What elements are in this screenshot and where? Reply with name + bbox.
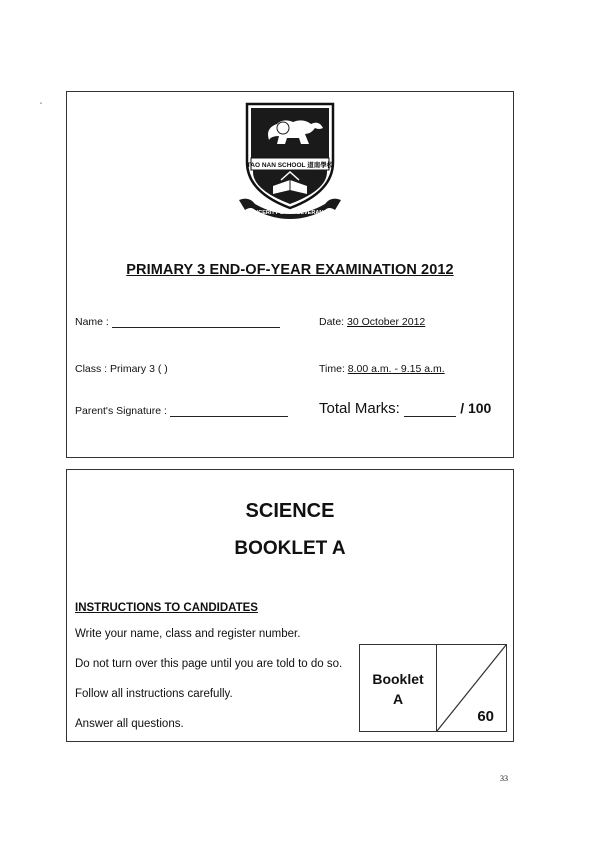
crest-school-name: TAO NAN SCHOOL 道南學校 xyxy=(246,162,334,169)
marks-diagonal xyxy=(437,645,506,731)
total-marks-suffix: / 100 xyxy=(460,400,492,416)
marks-box-label-line1: Booklet xyxy=(372,671,424,687)
date-row xyxy=(319,316,425,328)
marks-box xyxy=(359,644,507,732)
parent-signature-label: Parent's Signature : xyxy=(75,405,167,417)
time-value: 8.00 a.m. - 9.15 a.m. xyxy=(347,363,445,375)
marks-box-label xyxy=(360,645,437,731)
instruction-item: Follow all instructions carefully. xyxy=(75,688,233,700)
exam-title: PRIMARY 3 END-OF-YEAR EXAMINATION 2012 xyxy=(126,262,454,278)
total-marks-label: Total Marks: xyxy=(319,400,400,417)
max-marks: 60 xyxy=(477,708,494,725)
page-number: 33 xyxy=(500,774,508,783)
class-label: Class : Primary 3 ( ) xyxy=(75,363,168,375)
exam-header-box xyxy=(66,91,514,458)
booklet-title: BOOKLET A xyxy=(234,538,346,559)
instructions-heading: INSTRUCTIONS TO CANDIDATES xyxy=(75,602,258,614)
total-marks-line[interactable] xyxy=(404,402,456,417)
time-label: Time: xyxy=(319,363,345,375)
name-line[interactable] xyxy=(112,316,280,328)
date-value: 30 October 2012 xyxy=(347,316,426,328)
total-marks-row xyxy=(319,400,491,417)
signature-line[interactable] xyxy=(170,405,288,417)
crest-motto: SINCERITY & PERSEVERANCE xyxy=(249,210,331,216)
signature-row xyxy=(75,405,288,417)
booklet-box xyxy=(66,469,514,742)
time-row xyxy=(319,363,445,375)
date-label: Date: xyxy=(319,316,345,328)
instruction-item: Write your name, class and register number. xyxy=(75,628,301,640)
name-label: Name : xyxy=(75,316,109,328)
marks-box-label-line2: A xyxy=(392,691,404,707)
instruction-item: Do not turn over this page until you are told to do so. xyxy=(75,658,343,670)
instruction-item: Answer all questions. xyxy=(75,718,184,730)
subject-title: SCIENCE xyxy=(245,500,335,522)
school-crest-icon xyxy=(239,100,341,220)
scan-speck: " xyxy=(40,103,43,109)
name-row xyxy=(75,316,280,328)
